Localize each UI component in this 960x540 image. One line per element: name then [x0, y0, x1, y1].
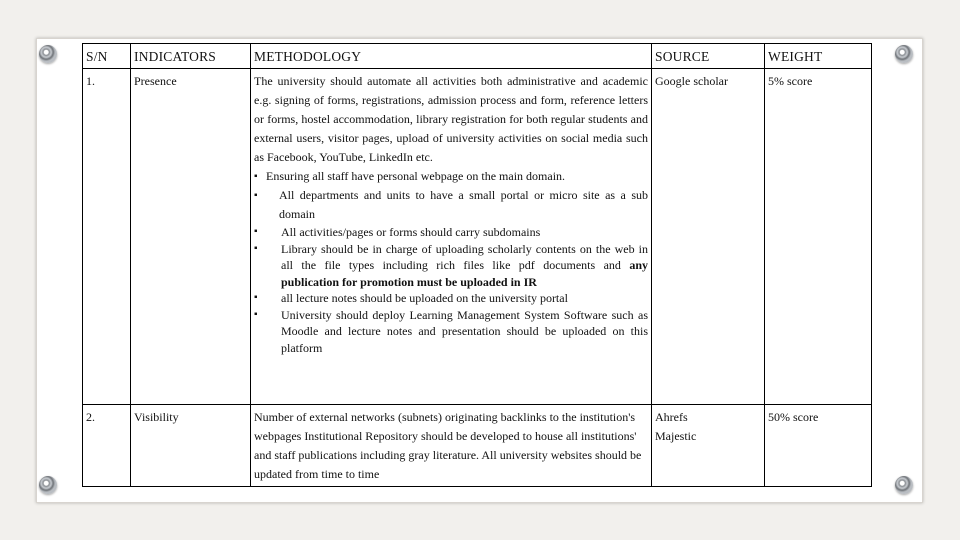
- row-weight: 5% score: [765, 69, 872, 405]
- source-majestic: Majestic: [655, 429, 697, 443]
- pin-top-right-icon: [895, 45, 913, 63]
- header-sn: S/N: [83, 44, 131, 69]
- indicators-table: [82, 43, 872, 487]
- list-item: ▪ Ensuring all staff have personal webpage on the main domain.: [254, 167, 648, 186]
- list-item: ▪ All departments and units to have a small portal or micro site as a sub domain: [254, 188, 648, 221]
- header-methodology: METHODOLOGY: [251, 44, 652, 69]
- pin-bottom-left-icon: [39, 476, 57, 494]
- bullet-bold-text: any publication for promotion must be uploaded in IR: [281, 258, 648, 289]
- table-header-row: [83, 44, 872, 69]
- row-methodology: Number of external networks (subnets) originating backlinks to the institution's webpages Institutional Repository should be developed to house all institutions' and staff publications including gray literature. All university websites should be updated from time to time: [251, 405, 652, 487]
- row-source: Google scholar: [652, 69, 765, 405]
- row-indicator: Presence: [131, 69, 251, 405]
- row-indicator: Visibility: [131, 405, 251, 487]
- bullet-icon: ▪: [254, 226, 258, 237]
- methodology-bullet-list: [254, 167, 648, 356]
- bullet-icon: ▪: [254, 292, 258, 303]
- pin-top-left-icon: [39, 45, 57, 63]
- header-weight: WEIGHT: [765, 44, 872, 69]
- row-source: [652, 405, 765, 487]
- methodology-intro: The university should automate all activities both administrative and academic e.g. signing of forms, registrations, admission process and form, reference letters or forms, hostel accommodation, library registration for both regular students and external users, visitor pages, upload of university activities on social media such as Facebook, YouTube, LinkedIn etc.: [254, 74, 648, 164]
- row-methodology: [251, 69, 652, 405]
- list-item: ▪ All activities/pages or forms should carry subdomains: [254, 225, 541, 239]
- table-row: [83, 405, 872, 487]
- list-item: ▪ Library should be in charge of uploading scholarly contents on the web in all the file types including rich files like pdf documents and any publication for promotion must be uploaded in IR: [254, 241, 648, 289]
- pin-bottom-right-icon: [895, 476, 913, 494]
- row-sn: 2.: [83, 405, 131, 487]
- bullet-icon: ▪: [254, 190, 258, 201]
- bullet-icon: ▪: [254, 171, 258, 182]
- table-row: [83, 69, 872, 405]
- source-ahrefs: Ahrefs: [655, 410, 688, 424]
- list-item: ▪ all lecture notes should be uploaded on the university portal: [254, 291, 568, 305]
- header-source: SOURCE: [652, 44, 765, 69]
- list-item: ▪ University should deploy Learning Management System Software such as Moodle and lecture notes and presentation should be uploaded on this platform: [254, 307, 648, 355]
- bullet-icon: ▪: [254, 308, 258, 320]
- row-sn: 1.: [83, 69, 131, 405]
- header-indicators: INDICATORS: [131, 44, 251, 69]
- row-weight: 50% score: [765, 405, 872, 487]
- bullet-icon: ▪: [254, 242, 258, 254]
